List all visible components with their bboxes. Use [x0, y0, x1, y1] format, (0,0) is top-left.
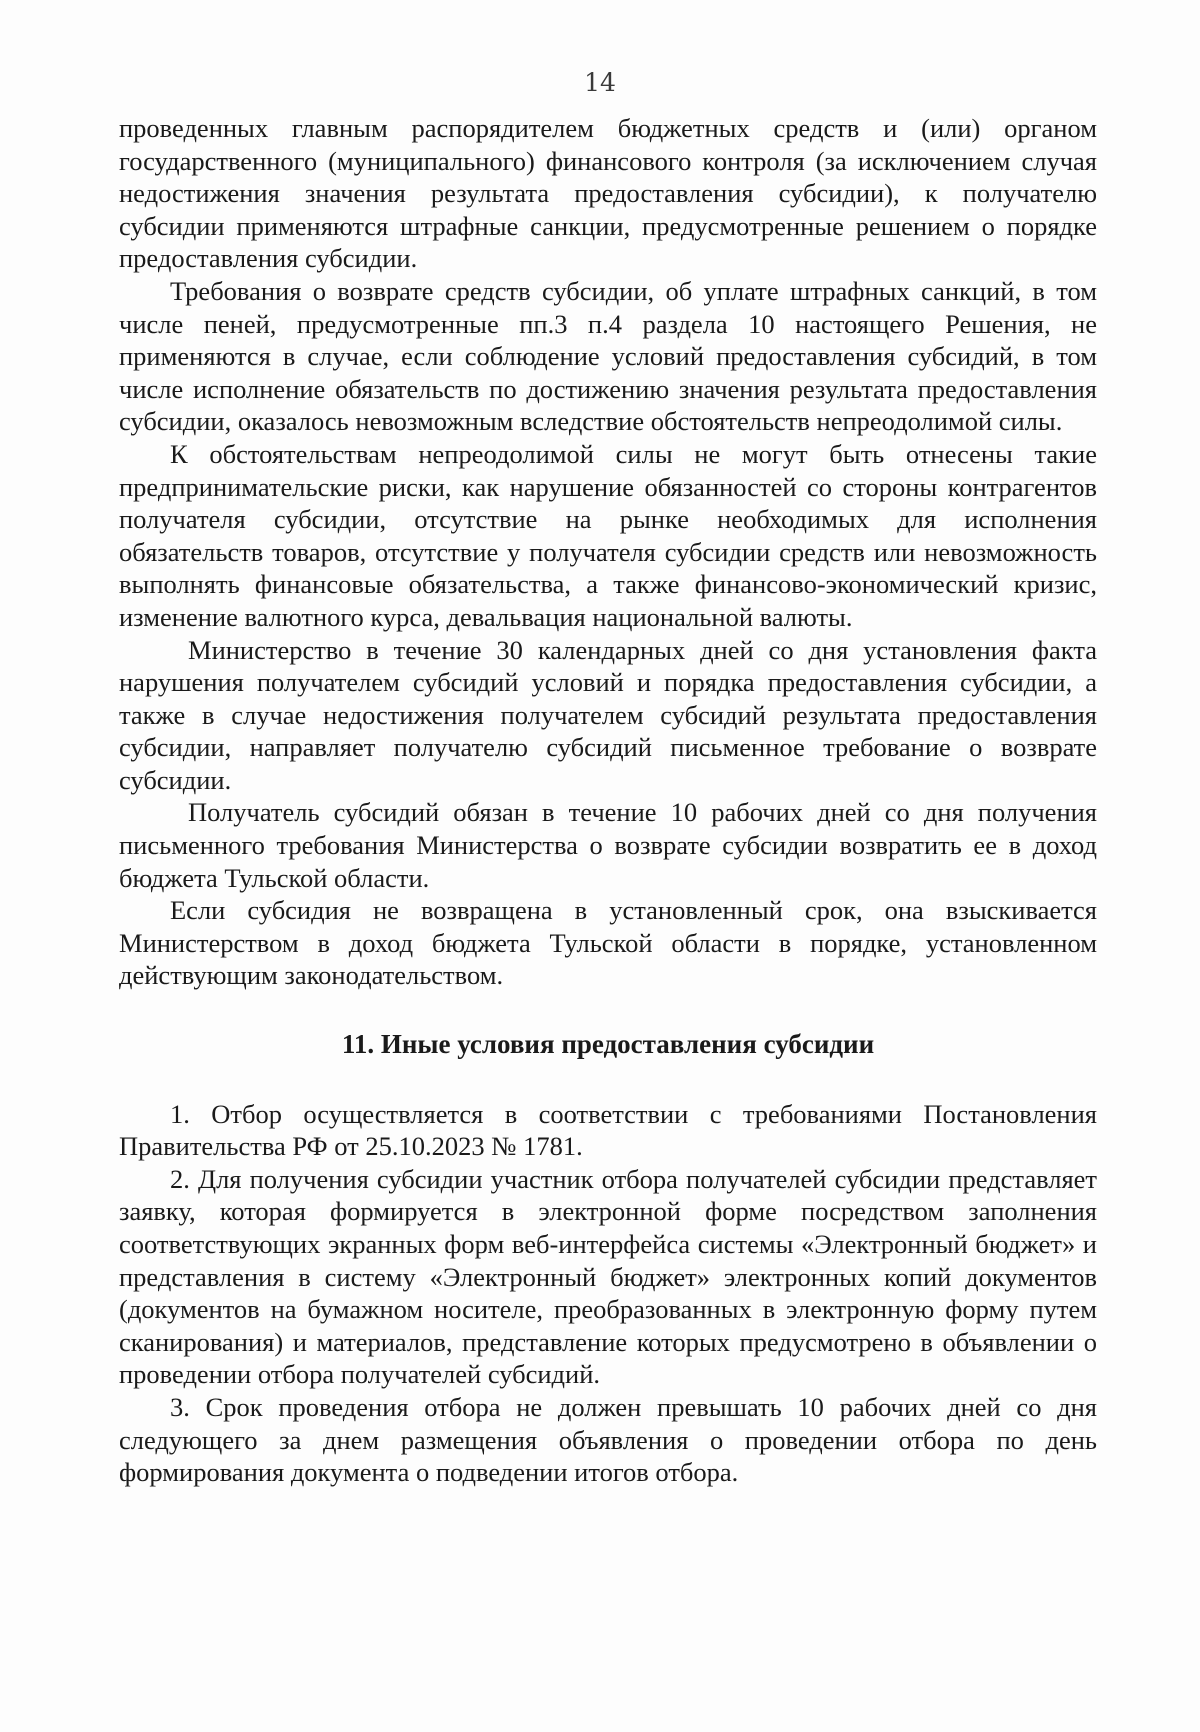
document-body: [119, 112, 1097, 1489]
section-heading: 11. Иные условия предоставления субсидии: [341, 1029, 875, 1060]
paragraph-item-2: 2. Для получения субсидии участник отбора получателей субсидии представляет заявку, которая формируется в электронной форме посредством заполнения соответствующих экранных форм веб-интерфейса системы «Электронный бюджет» и представления в систему «Электронный бюджет» электронных копий документов (документов на бумажном носителе, преобразованных в электронную форму путем сканирования) и материалов, представление которых предусмотрено в объявлении о проведении отбора получателей субсидий.: [119, 1163, 1097, 1390]
paragraph-force-majeure-exemption: Требования о возврате средств субсидии, об уплате штрафных санкций, в том числе пеней, предусмотренные пп.3 п.4 раздела 10 настоящего Решения, не применяются в случае, если соблюдение условий предоставления субсидий, в том числе исполнение обязательств по достижению значения результата предоставления субсидии, оказалось невозможным вследствие обстоятельств непреодолимой силы.: [119, 275, 1097, 437]
paragraph-penalties: проведенных главным распорядителем бюджетных средств и (или) органом государственного (муниципального) финансового контроля (за исключением случая недостижения значения результата предоставления субсидии), к получателю субсидии применяются штрафные санкции, предусмотренные решением о порядке предоставления субсидии.: [119, 113, 1097, 274]
paragraph-item-3: 3. Срок проведения отбора не должен превышать 10 рабочих дней со дня следующего за днем размещения объявления о проведении отбора по день формирования документа о подведении итогов отбора.: [119, 1391, 1097, 1488]
paragraph-recovery: Если субсидия не возвращена в установленный срок, она взыскивается Министерством в доход бюджета Тульской области в порядке, установленном действующим законодательством.: [119, 895, 1097, 991]
paragraph-item-1: 1. Отбор осуществляется в соответствии с требованиями Постановления Правительства РФ от 25.10.2023 № 1781.: [119, 1098, 1097, 1162]
paragraph-ministry-demand: Министерство в течение 30 календарных дней со дня установления факта нарушения получателем субсидий условий и порядка предоставления субсидии, а также в случае недостижения получателем субсидий результата предоставления субсидии, направляет получателю субсидий письменное требование о возврате субсидии.: [119, 634, 1097, 795]
page-number: 14: [584, 68, 616, 97]
paragraph-force-majeure-exclusions: К обстоятельствам непреодолимой силы не могут быть отнесены такие предпринимательские риски, как нарушение обязанностей со стороны контрагентов получателя субсидии, отсутствие на рынке необходимых для исполнения обязательств товаров, отсутствие у получателя субсидии средств или невозможность выполнять финансовые обязательства, а также финансово-экономический кризис, изменение валютного курса, девальвация национальной валюты.: [119, 438, 1097, 632]
paragraph-refund-obligation: Получатель субсидий обязан в течение 10 рабочих дней со дня получения письменного требования Министерства о возврате субсидии возвратить ее в доход бюджета Тульской области.: [119, 797, 1097, 893]
